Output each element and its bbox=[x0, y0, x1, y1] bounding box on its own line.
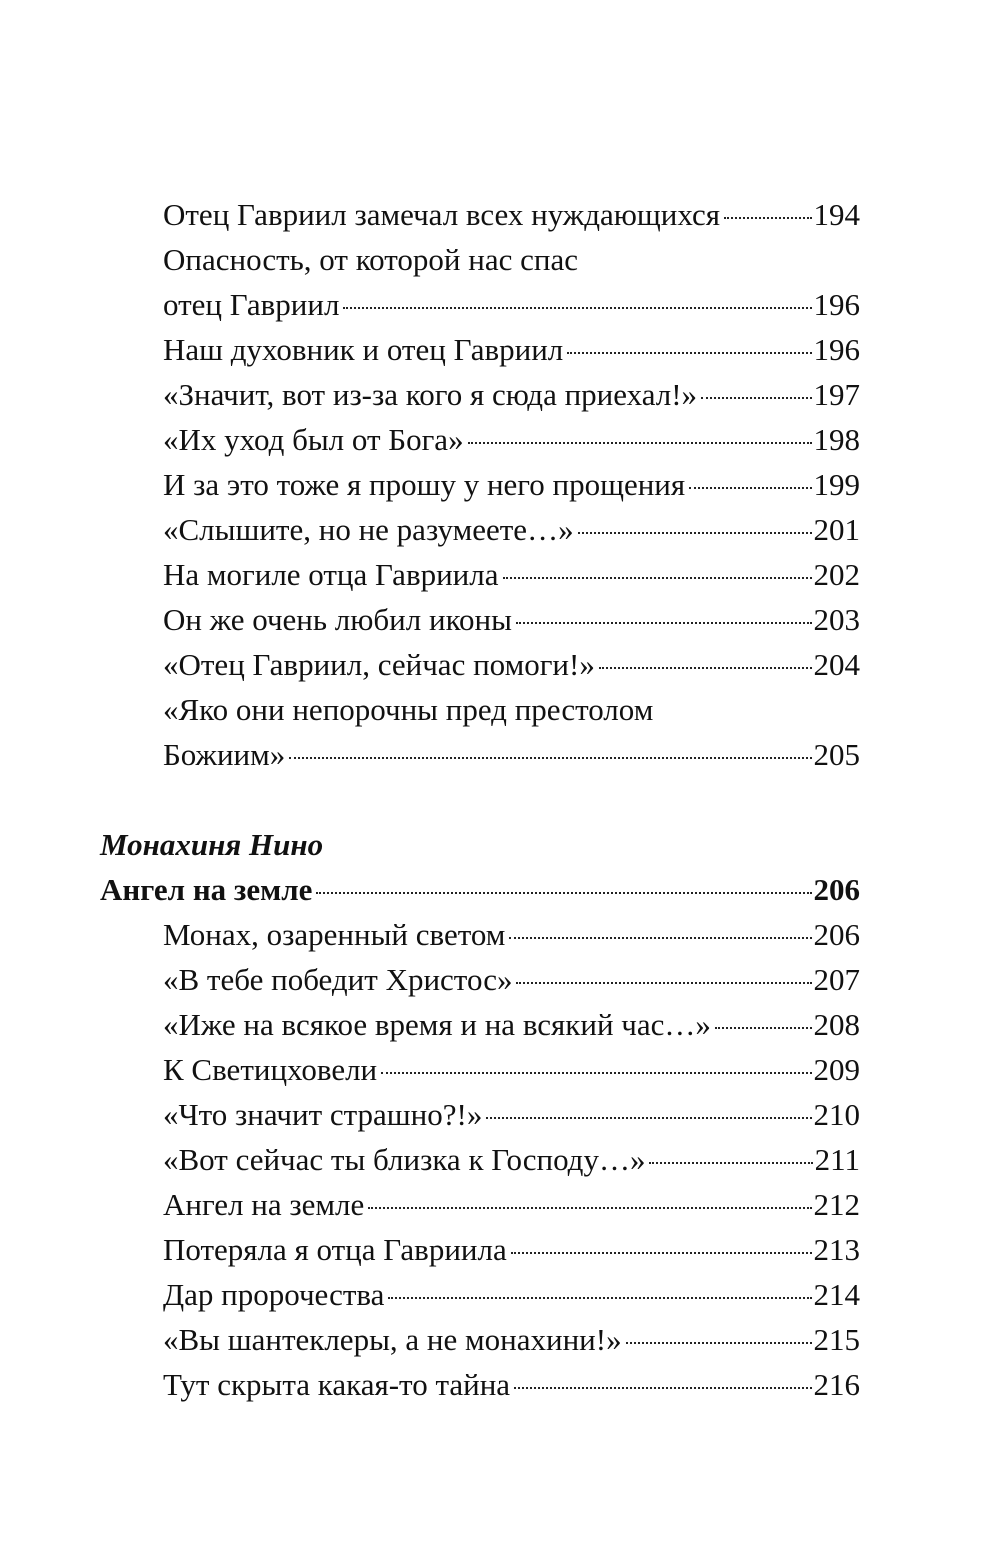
dot-leader bbox=[567, 352, 811, 354]
entry-title: «Слышите, но не разумеете…» bbox=[163, 512, 574, 547]
entry-title: «Иже на всякое время и на всякий час…» bbox=[163, 1007, 711, 1042]
dot-leader bbox=[599, 667, 812, 669]
dot-leader bbox=[689, 487, 811, 489]
dot-leader bbox=[514, 1387, 811, 1389]
entry-title: Он же очень любил иконы bbox=[163, 602, 512, 637]
entry-page: 207 bbox=[813, 962, 860, 997]
entry-page: 196 bbox=[813, 287, 860, 322]
table-of-contents bbox=[100, 192, 860, 1407]
section-spacer bbox=[100, 777, 860, 822]
dot-leader bbox=[289, 757, 811, 759]
toc-entry bbox=[100, 1002, 860, 1047]
entry-title: «Значит, вот из-за кого я сюда приехал!» bbox=[163, 377, 698, 412]
toc-entry bbox=[100, 912, 860, 957]
dot-leader bbox=[626, 1342, 812, 1344]
entry-page: 197 bbox=[813, 377, 860, 412]
dot-leader bbox=[701, 397, 811, 399]
dot-leader bbox=[316, 892, 811, 894]
toc-entry bbox=[100, 957, 860, 1002]
entry-title: «Вы шантеклеры, а не монахини!» bbox=[163, 1322, 622, 1357]
entry-title: «Что значит страшно?!» bbox=[163, 1097, 483, 1132]
entry-title: Наш духовник и отец Гавриил bbox=[163, 332, 564, 367]
entry-title: И за это тоже я прошу у него прощения bbox=[163, 467, 686, 502]
entry-page: 214 bbox=[813, 1277, 860, 1312]
toc-entry bbox=[100, 1047, 860, 1092]
dot-leader bbox=[511, 1252, 812, 1254]
dot-leader bbox=[649, 1162, 812, 1164]
toc-entry bbox=[100, 732, 860, 777]
toc-entry bbox=[100, 327, 860, 372]
entry-title: «Яко они непорочны пред престолом bbox=[163, 692, 654, 727]
entry-page: 199 bbox=[813, 467, 860, 502]
dot-leader bbox=[509, 937, 811, 939]
dot-leader bbox=[503, 577, 812, 579]
entry-page: 203 bbox=[813, 602, 860, 637]
entry-title: Потеряла я отца Гавриила bbox=[163, 1232, 507, 1267]
toc-entry bbox=[100, 282, 860, 327]
entry-title: Тут скрыта какая-то тайна bbox=[163, 1367, 511, 1402]
toc-entry bbox=[100, 192, 860, 237]
entry-title: Монах, озаренный светом bbox=[163, 917, 506, 952]
toc-entry bbox=[100, 597, 860, 642]
toc-entry bbox=[100, 237, 860, 282]
entry-page: 196 bbox=[813, 332, 860, 367]
dot-leader bbox=[468, 442, 812, 444]
toc-entry bbox=[100, 462, 860, 507]
entry-page: 198 bbox=[813, 422, 860, 457]
entry-title: К Светицховели bbox=[163, 1052, 378, 1087]
entry-page: 202 bbox=[813, 557, 860, 592]
entry-title: отец Гавриил bbox=[163, 287, 340, 322]
entry-title: Отец Гавриил замечал всех нуждающихся bbox=[163, 197, 721, 232]
entry-title: Ангел на земле bbox=[100, 872, 313, 907]
entry-page: 206 bbox=[813, 872, 860, 907]
toc-entry bbox=[100, 507, 860, 552]
toc-entry bbox=[100, 417, 860, 462]
entry-title: «Их уход был от Бога» bbox=[163, 422, 464, 457]
entry-page: 201 bbox=[813, 512, 860, 547]
entry-page: 209 bbox=[813, 1052, 860, 1087]
toc-entry bbox=[100, 1272, 860, 1317]
toc-entry bbox=[100, 1362, 860, 1407]
dot-leader bbox=[343, 307, 811, 309]
dot-leader bbox=[516, 982, 811, 984]
dot-leader bbox=[486, 1117, 811, 1119]
dot-leader bbox=[516, 622, 812, 624]
toc-entry bbox=[100, 1317, 860, 1362]
section-author: Монахиня Нино bbox=[100, 827, 324, 862]
toc-entry bbox=[100, 552, 860, 597]
dot-leader bbox=[368, 1207, 811, 1209]
entry-page: 213 bbox=[813, 1232, 860, 1267]
entry-page: 206 bbox=[813, 917, 860, 952]
entry-title: «В тебе победит Христос» bbox=[163, 962, 513, 997]
entry-title: Божиим» bbox=[163, 737, 286, 772]
toc-entry bbox=[100, 1137, 860, 1182]
entry-title: На могиле отца Гавриила bbox=[163, 557, 499, 592]
entry-page: 194 bbox=[813, 197, 860, 232]
toc-entry bbox=[100, 1182, 860, 1227]
dot-leader bbox=[578, 532, 812, 534]
entry-page: 208 bbox=[813, 1007, 860, 1042]
entry-title: «Вот сейчас ты близка к Господу…» bbox=[163, 1142, 646, 1177]
entry-page: 210 bbox=[813, 1097, 860, 1132]
entry-page: 204 bbox=[813, 647, 860, 682]
toc-entry bbox=[100, 1227, 860, 1272]
entry-page: 205 bbox=[813, 737, 860, 772]
entry-page: 216 bbox=[813, 1367, 860, 1402]
toc-entry bbox=[100, 687, 860, 732]
entry-title: Ангел на земле bbox=[163, 1187, 365, 1222]
entry-page: 215 bbox=[813, 1322, 860, 1357]
entry-title: Опасность, от которой нас спас bbox=[163, 242, 578, 277]
entry-page: 211 bbox=[814, 1142, 860, 1177]
entry-page: 212 bbox=[813, 1187, 860, 1222]
toc-entry bbox=[100, 642, 860, 687]
entry-title: Дар пророчества bbox=[163, 1277, 385, 1312]
entry-title: «Отец Гавриил, сейчас помоги!» bbox=[163, 647, 595, 682]
toc-entry bbox=[100, 1092, 860, 1137]
toc-entry bbox=[100, 372, 860, 417]
dot-leader bbox=[724, 217, 811, 219]
dot-leader bbox=[388, 1297, 811, 1299]
dot-leader bbox=[715, 1027, 812, 1029]
dot-leader bbox=[381, 1072, 811, 1074]
section-heading-entry bbox=[100, 867, 860, 912]
